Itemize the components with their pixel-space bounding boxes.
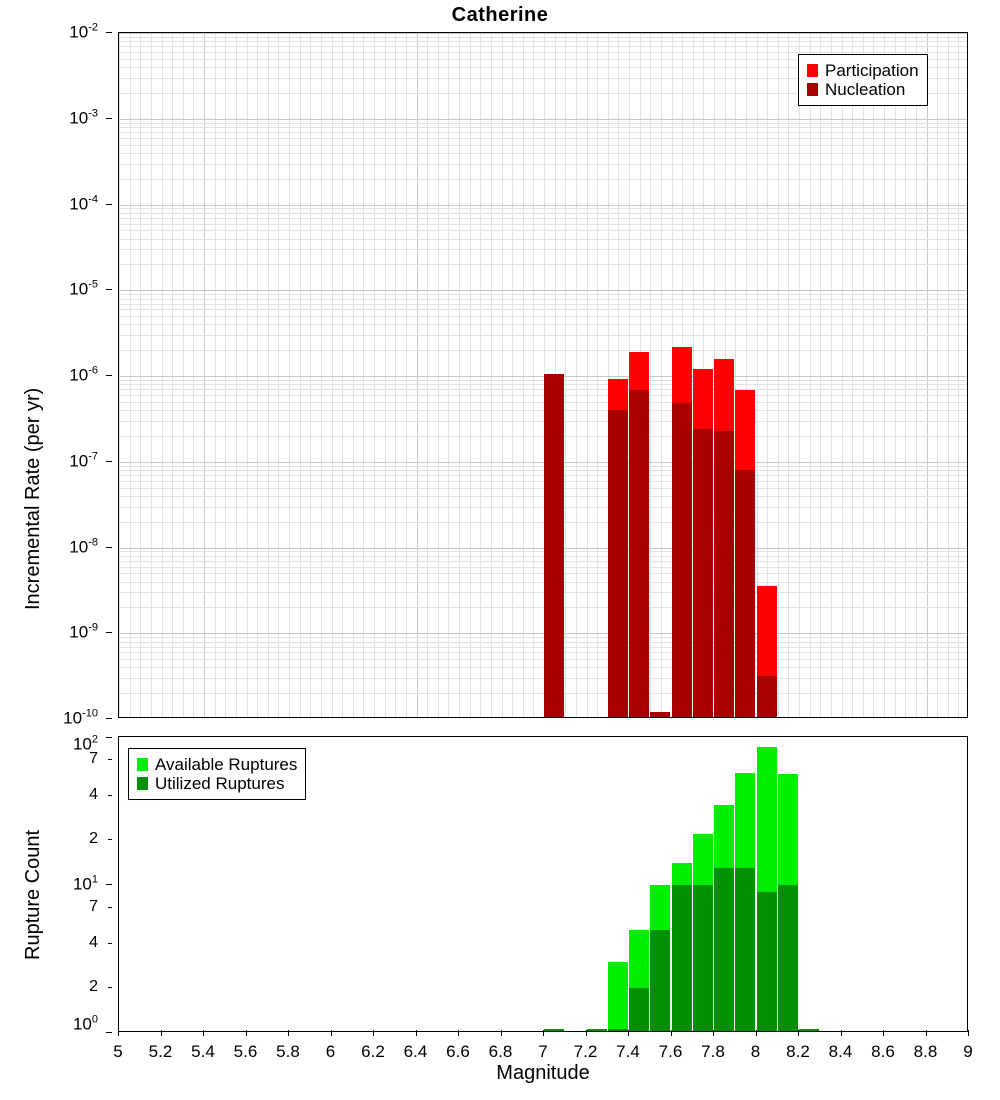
x-tick-mark [331,1030,332,1036]
y-tick-mark [106,737,112,738]
x-tick-label: 8.8 [913,1042,938,1061]
bar-utilized-ruptures [629,988,649,1031]
bar-utilized-ruptures [714,868,734,1031]
y-tick-mark [106,718,112,719]
x-axis-label: Magnitude [496,1062,590,1084]
x-tick-label: 5.8 [276,1042,300,1061]
y-tick-label: $10^{-3}$ [69,107,98,128]
x-tick-label: 7.4 [616,1042,640,1061]
x-tick-label: 9 [963,1042,973,1061]
y-tick-label: $10^{-2}$ [69,21,98,42]
bar-available-ruptures [608,962,628,1031]
x-tick-label: 6.2 [361,1042,385,1061]
x-tick-mark [968,1030,969,1036]
x-tick-label: 5.4 [191,1042,215,1061]
x-tick-mark [926,1030,927,1036]
bar-utilized-ruptures [735,868,755,1031]
bar-nucleation [757,676,777,717]
x-tick-label: 5 [113,1042,123,1061]
bar-utilized-ruptures [757,892,777,1031]
x-tick-mark [373,1030,374,1036]
x-tick-mark [713,1030,714,1036]
y-tick-mark [106,118,112,119]
y-tick-label: $10^{-7}$ [69,450,98,471]
y-tick-mark [106,632,112,633]
top-legend-item [807,81,919,98]
x-tick-mark [671,1030,672,1036]
legend-label: Utilized Ruptures [155,774,285,793]
legend-swatch-icon [807,64,818,77]
x-tick-label: 7 [538,1042,548,1061]
x-tick-mark [586,1030,587,1036]
x-tick-mark [288,1030,289,1036]
x-tick-mark [161,1030,162,1036]
x-tick-mark [841,1030,842,1036]
x-tick-mark [458,1030,459,1036]
bottom-y-axis [0,733,112,1034]
x-tick-mark [246,1030,247,1036]
y-tick-mark [106,289,112,290]
y-tick-label: $10^{-6}$ [69,364,98,385]
y-minor-tick-mark [108,795,112,796]
legend-swatch-icon [137,758,148,771]
x-axis [113,1036,973,1061]
y-minor-tick-mark [108,839,112,840]
x-tick-label: 6.8 [488,1042,513,1061]
top-y-axis [0,21,112,728]
x-tick-label: 5.2 [148,1042,173,1061]
top-legend [798,54,928,106]
x-tick-label: 6.6 [446,1042,470,1061]
bar-utilized-ruptures [672,885,692,1031]
page-title: Catherine [451,4,549,26]
x-tick-mark [756,1030,757,1036]
y-tick-label: $10^{-10}$ [63,707,98,728]
x-tick-label: 6 [325,1042,336,1061]
y-tick-label: $10^{-4}$ [69,193,98,213]
bottom-y-axis-label: Rupture Count [22,829,44,960]
bar-utilized-ruptures [587,1029,607,1031]
y-tick-label: $10^{-8}$ [69,536,98,556]
x-tick-label: 8 [750,1042,761,1061]
y-tick-label: $10^2$ [72,733,98,754]
incremental-rate-chart [118,32,968,718]
top-bars [119,33,967,717]
y-minor-tick-label: 4 [89,785,98,803]
y-minor-tick-label: 4 [89,933,98,951]
y-minor-tick-label: 7 [89,897,98,915]
y-tick-mark [106,1032,112,1033]
x-tick-label: 6.4 [403,1042,428,1061]
x-tick-mark [501,1030,502,1036]
bar-nucleation [672,403,692,717]
legend-swatch-icon [137,777,148,790]
top-y-axis-label: Incremental Rate (per yr) [22,387,44,610]
x-tick-mark [798,1030,799,1036]
bar-nucleation [693,429,713,717]
x-tick-label: 8.4 [828,1042,853,1061]
legend-label: Participation [825,61,919,80]
bar-utilized-ruptures [778,885,798,1031]
y-minor-tick-label: 2 [89,830,98,848]
bar-utilized-ruptures [799,1029,819,1031]
top-legend-item [807,62,919,79]
y-minor-tick-mark [108,759,112,760]
x-tick-mark [883,1030,884,1036]
bar-utilized-ruptures [693,885,713,1031]
bar-utilized-ruptures [650,930,670,1031]
y-tick-mark [106,884,112,885]
x-tick-mark [543,1030,544,1036]
x-tick-label: 7.6 [658,1042,683,1061]
y-tick-mark [106,204,112,205]
y-minor-tick-mark [108,907,112,908]
y-tick-label: $10^{-9}$ [69,621,98,642]
legend-label: Nucleation [825,80,906,99]
legend-label: Available Ruptures [155,755,298,774]
bar-nucleation [714,431,734,717]
x-tick-label: 8.6 [871,1042,895,1061]
y-tick-mark [106,32,112,33]
y-tick-mark [106,375,112,376]
y-tick-mark [106,547,112,548]
x-tick-label: 7.8 [701,1042,725,1061]
y-minor-tick-mark [108,943,112,944]
y-minor-tick-mark [108,987,112,988]
x-tick-label: 8.2 [786,1042,810,1061]
y-minor-tick-label: 2 [89,978,98,996]
y-tick-label: $10^{-5}$ [69,278,98,299]
legend-swatch-icon [807,83,818,96]
bar-utilized-ruptures [608,1029,628,1031]
y-tick-label: $10^1$ [72,873,98,894]
x-tick-mark [203,1030,204,1036]
bar-utilized-ruptures [544,1029,564,1031]
bar-nucleation [544,374,564,717]
x-tick-label: 5.6 [233,1042,258,1061]
bar-nucleation [608,410,628,717]
y-tick-mark [106,461,112,462]
bar-nucleation [629,390,649,717]
x-tick-mark [118,1030,119,1036]
bar-nucleation [650,712,670,717]
bottom-legend-item [137,775,297,792]
x-tick-mark [416,1030,417,1036]
y-minor-tick-label: 7 [89,749,98,767]
bottom-legend-item [137,756,297,773]
x-tick-label: 7.2 [573,1042,598,1061]
x-tick-mark [628,1030,629,1036]
y-tick-label: $10^0$ [72,1013,98,1034]
bar-nucleation [735,470,755,717]
bottom-legend [128,748,306,800]
